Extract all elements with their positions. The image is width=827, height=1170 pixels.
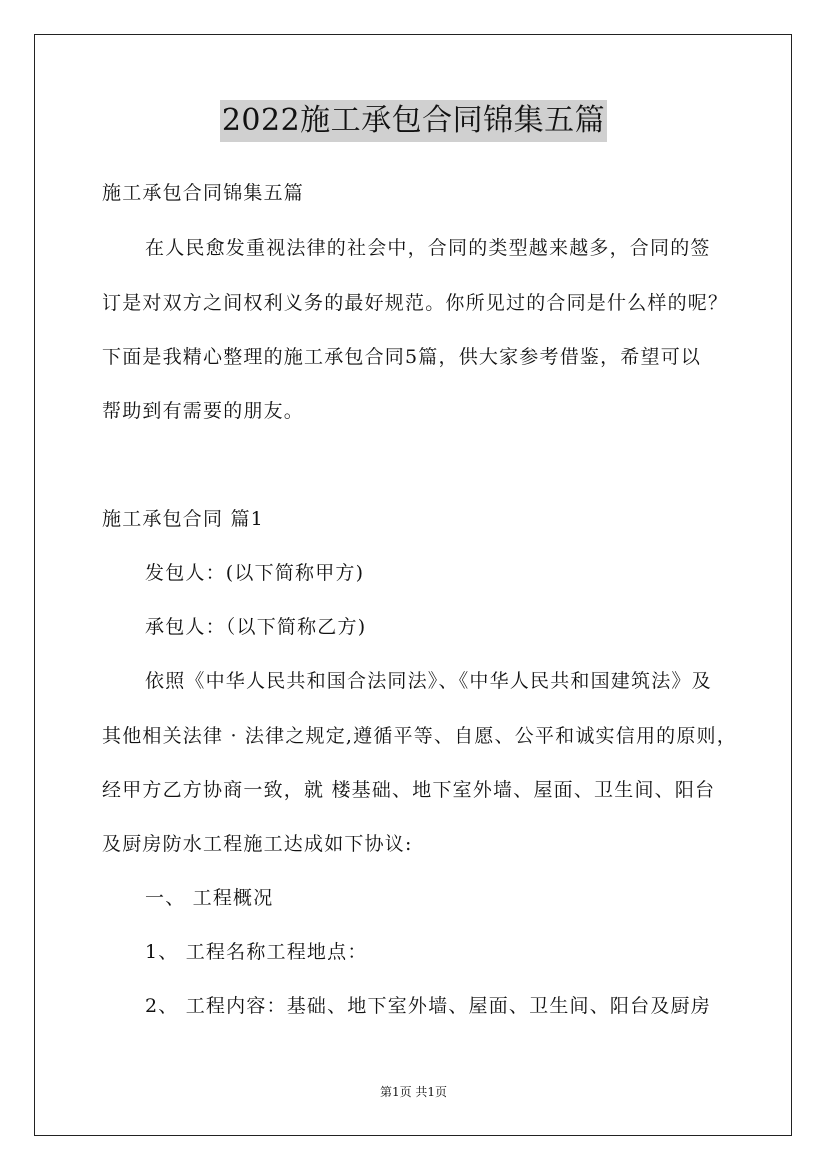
clause-item: 2、 工程内容：基础、地下室外墙、屋面、卫生间、阳台及厨房 (145, 995, 711, 1017)
party-a-line: 发包人：(以下简称甲方) (145, 562, 365, 584)
paragraph-line: 下面是我精心整理的施工承包合同5篇，供大家参考借鉴，希望可以 (102, 346, 702, 368)
paragraph-line: 经甲方乙方协商一致，就 楼基础、地下室外墙、屋面、卫生间、阳台 (102, 779, 716, 801)
paragraph-line: 及厨房防水工程施工达成如下协议: (102, 833, 413, 855)
paragraph-line: 其他相关法律 · 法律之规定,遵循平等、自愿、公平和诚实信用的原则， (102, 725, 737, 747)
page-number: 第1页 共1页 (379, 1085, 448, 1099)
document-subtitle: 施工承包合同锦集五篇 (102, 182, 305, 204)
section-heading: 施工承包合同 篇1 (102, 508, 264, 530)
clause-item: 1、 工程名称工程地点： (145, 941, 368, 963)
clause-heading: 一、 工程概况 (145, 887, 274, 909)
paragraph-line: 订是对双方之间权利义务的最好规范。你所见过的合同是什么样的呢？ (102, 292, 729, 314)
party-b-line: 承包人：（以下简称乙方) (145, 616, 367, 638)
title-container (0, 100, 827, 142)
paragraph-line: 在人民愈发重视法律的社会中，合同的类型越来越多，合同的签 (145, 237, 711, 259)
paragraph-line: 依照《中华人民共和国合法同法》、《中华人民共和国建筑法》及 (145, 670, 712, 692)
paragraph-line: 帮助到有需要的朋友。 (102, 400, 305, 422)
document-title: 2022施工承包合同锦集五篇 (220, 100, 607, 142)
